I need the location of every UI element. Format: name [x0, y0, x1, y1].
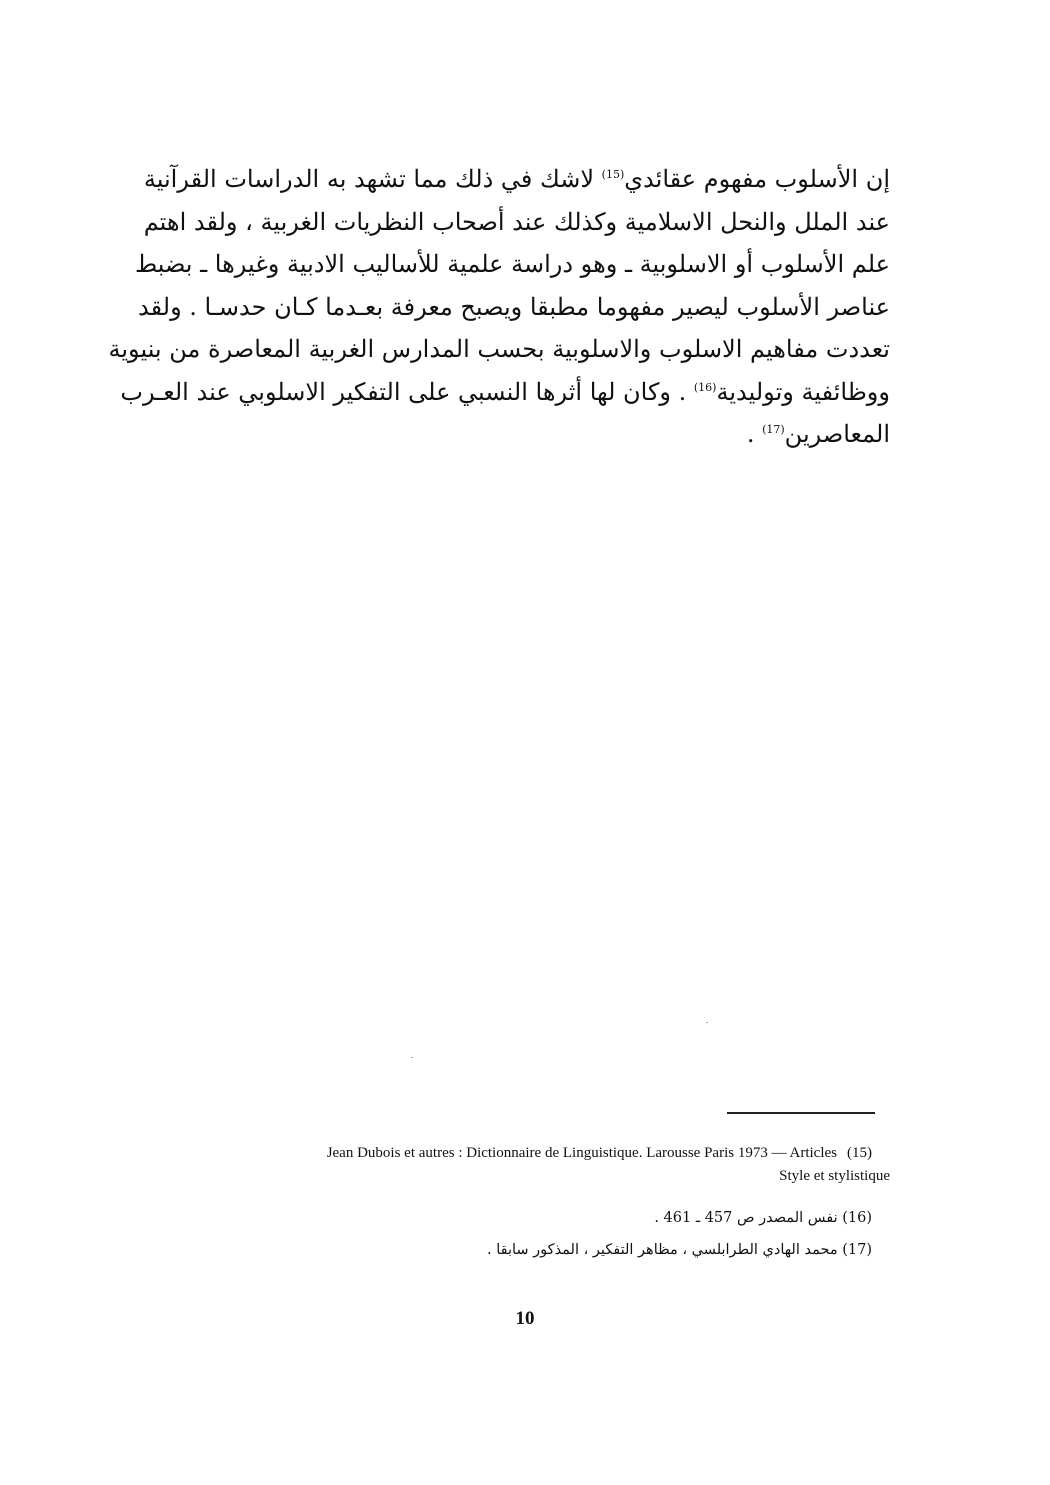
footnote-16: (16) نفس المصدر ص 457 ـ 461 .	[654, 1210, 872, 1226]
paragraph-line-1	[143, 158, 890, 201]
paragraph-line-3	[134, 243, 890, 286]
scan-speck	[411, 1057, 413, 1058]
paragraph-line-5	[108, 328, 890, 371]
paragraph-line-6	[120, 371, 890, 414]
line-1-text-after: لاشك في ذلك مما تشهد به الدراسات القرآنية	[143, 165, 602, 193]
line-7-text: المعاصرين	[784, 420, 890, 448]
paragraph-line-4	[138, 286, 890, 329]
footnote-15-continuation: Style et stylistique	[779, 1168, 890, 1184]
main-paragraph	[108, 158, 890, 456]
footnote-separator	[727, 1112, 875, 1114]
footnote-ref-16[interactable]: (16)	[693, 380, 717, 394]
scan-speck	[706, 1022, 708, 1023]
paragraph-line-2	[143, 201, 890, 244]
line-3-text: علم الأسلوب أو الاسلوبية ـ وهو دراسة علمية للأساليب الادبية وغيرها ـ بضبط	[134, 250, 890, 278]
paragraph-line-7	[178, 413, 890, 456]
page-number: 10	[515, 1308, 535, 1329]
footnote-15-number: (15)	[847, 1145, 872, 1161]
footnote-15-text: Jean Dubois et autres : Dictionnaire de Linguistique. Larousse Paris 1973 — Articles	[326, 1145, 837, 1161]
line-6-text: ووظائفية وتوليدية	[716, 377, 890, 406]
line-6-text-after: . وكان لها أثرها النسبي على التفكير الاسلوبي عند العـرب	[120, 377, 694, 406]
footnote-15	[190, 1142, 890, 1188]
line-7-text-after: .	[746, 420, 763, 448]
line-5-text: تعددت مفاهيم الاسلوب والاسلوبية بحسب المدارس الغربية المعاصرة من بنيوية	[108, 335, 890, 363]
line-1-text: إن الأسلوب مفهوم عقائدي	[624, 165, 890, 193]
footnote-ref-17[interactable]: (17)	[762, 423, 785, 436]
footnote-17: (17) محمد الهادي الطرابلسي ، مظاهر التفكير ، المذكور سابقا .	[486, 1242, 872, 1258]
line-2-text: عند الملل والنحل الاسلامية وكذلك عند أصحاب النظريات الغربية ، ولقد اهتم	[143, 207, 890, 236]
line-4-text: عناصر الأسلوب ليصير مفهوما مطبقا ويصبح معرفة بعـدما كـان حدسـا . ولقد	[138, 292, 890, 321]
footnote-ref-15[interactable]: (15)	[601, 168, 625, 181]
